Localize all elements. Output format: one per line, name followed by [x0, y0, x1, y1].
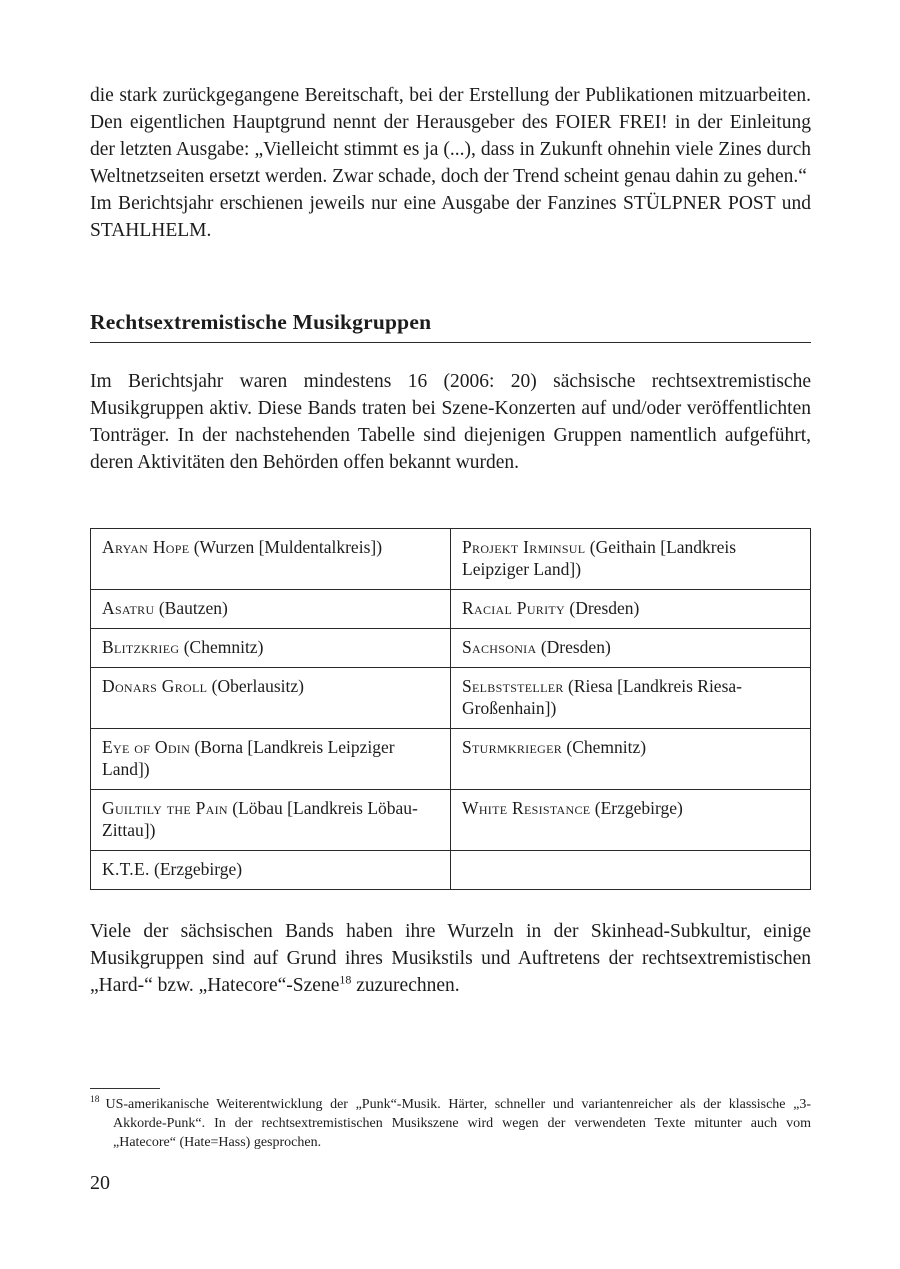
body-paragraph: die stark zurückgegangene Bereitschaft, bei der Erstellung der Publikationen mitzuarbeiten. Den eigentlichen Hauptgrund nennt der Herausgeber des FOIER FREI! in der Einleitung der letzten Ausgabe: „Vielleicht stimmt es ja (...), dass in Zukunft ohnehin viele Zines durch Weltnetzseiten ersetzt werden. Zwar schade, doch der Trend scheint genau dahin zu gehen.“ [90, 85, 811, 187]
band-name: Donars Groll [102, 676, 208, 696]
band-location: (Geithain [Landkreis Leipziger Land]) [462, 537, 737, 579]
body-paragraph: Im Berichtsjahr waren mindestens 16 (2006: 20) sächsische rechtsextremistische Musikgruppen aktiv. Diese Bands traten bei Szene-Konzerten auf und/oder veröffentlichten Tonträger. In der nachstehenden Tabelle sind diejenigen Gruppen namentlich aufgeführt, deren Aktivitäten den Behörden offen bekannt wurden. [90, 371, 811, 473]
table-cell [91, 729, 451, 790]
band-name: Sachsonia [462, 637, 537, 657]
band-location: (Erzgebirge) [149, 859, 243, 879]
band-location: (Erzgebirge) [590, 798, 683, 818]
table-cell [91, 529, 451, 590]
band-location: (Dresden) [536, 637, 611, 657]
outro-text-before-ref: Viele der sächsischen Bands haben ihre Wurzeln in der Skinhead-Subkultur, einige Musikgruppen sind auf Grund ihres Musikstils und Auftretens der rechtsextremistischen „Hard-“ bzw. „Hatecore“-Szene [90, 921, 811, 996]
bands-table [90, 528, 811, 890]
body-paragraph [90, 918, 811, 999]
table-row [91, 851, 811, 890]
table-cell [451, 729, 811, 790]
table-row [91, 668, 811, 729]
band-name: Eye of Odin [102, 737, 191, 757]
table-cell [91, 851, 451, 890]
table-row [91, 590, 811, 629]
table-row [91, 729, 811, 790]
band-location: (Chemnitz) [179, 637, 264, 657]
band-name: Sturmkrieger [462, 737, 562, 757]
footnote-reference: 18 [339, 972, 352, 987]
band-name: Blitzkrieg [102, 637, 180, 657]
table-cell [91, 668, 451, 729]
table-row [91, 629, 811, 668]
outro-text-after-ref: zuzurechnen. [351, 975, 460, 996]
band-location: (Löbau [Landkreis Löbau-Zittau]) [102, 798, 418, 840]
section-outro [90, 918, 811, 999]
band-name: Selbststeller [462, 676, 564, 696]
table-cell [451, 790, 811, 851]
band-name: Aryan Hope [102, 537, 190, 557]
section-heading-block [90, 310, 811, 343]
section-intro [90, 368, 811, 476]
band-name: K.T.E. [102, 859, 150, 879]
band-location: (Dresden) [565, 598, 640, 618]
section-heading: Rechtsextremistische Musikgruppen [90, 310, 811, 343]
band-location: (Wurzen [Muldentalkreis]) [189, 537, 383, 557]
footnote-block [90, 1088, 811, 1152]
footnote-separator-rule [90, 1088, 160, 1089]
footnote [90, 1095, 811, 1152]
table-cell [91, 629, 451, 668]
band-location: (Borna [Landkreis Leipziger Land]) [102, 737, 395, 779]
top-paragraphs [90, 82, 811, 244]
band-name: Racial Purity [462, 598, 566, 618]
band-location: (Bautzen) [154, 598, 228, 618]
band-name: White Resistance [462, 798, 591, 818]
body-paragraph: Im Berichtsjahr erschienen jeweils nur eine Ausgabe der Fanzines STÜLPNER POST und STAHLHELM. [90, 193, 811, 241]
band-name: Projekt Irminsul [462, 537, 586, 557]
table-cell [451, 668, 811, 729]
bands-table-body [91, 529, 811, 890]
footnote-marker: 18 [90, 1095, 100, 1106]
footnote-text: US-amerikanische Weiterentwicklung der „Punk“-Musik. Härter, schneller und variantenreicher als der klassische „3-Akkorde-Punk“. In der rechtsextremistischen Musikszene wird wegen der verwendeten Texte mitunter auch vom „Hatecore“ (Hate=Hass) gesprochen. [105, 1097, 811, 1150]
page-number: 20 [90, 1172, 110, 1194]
band-location: (Chemnitz) [562, 737, 647, 757]
table-cell [451, 851, 811, 890]
table-cell [451, 529, 811, 590]
table-cell [91, 790, 451, 851]
band-location: (Riesa [Landkreis Riesa-Großenhain]) [462, 676, 742, 718]
table-cell [451, 629, 811, 668]
band-name: Asatru [102, 598, 155, 618]
table-cell [91, 590, 451, 629]
table-row [91, 529, 811, 590]
bands-table-block [90, 528, 811, 890]
band-location: (Oberlausitz) [207, 676, 304, 696]
table-cell [451, 590, 811, 629]
band-name: Guiltily the Pain [102, 798, 228, 818]
table-row [91, 790, 811, 851]
